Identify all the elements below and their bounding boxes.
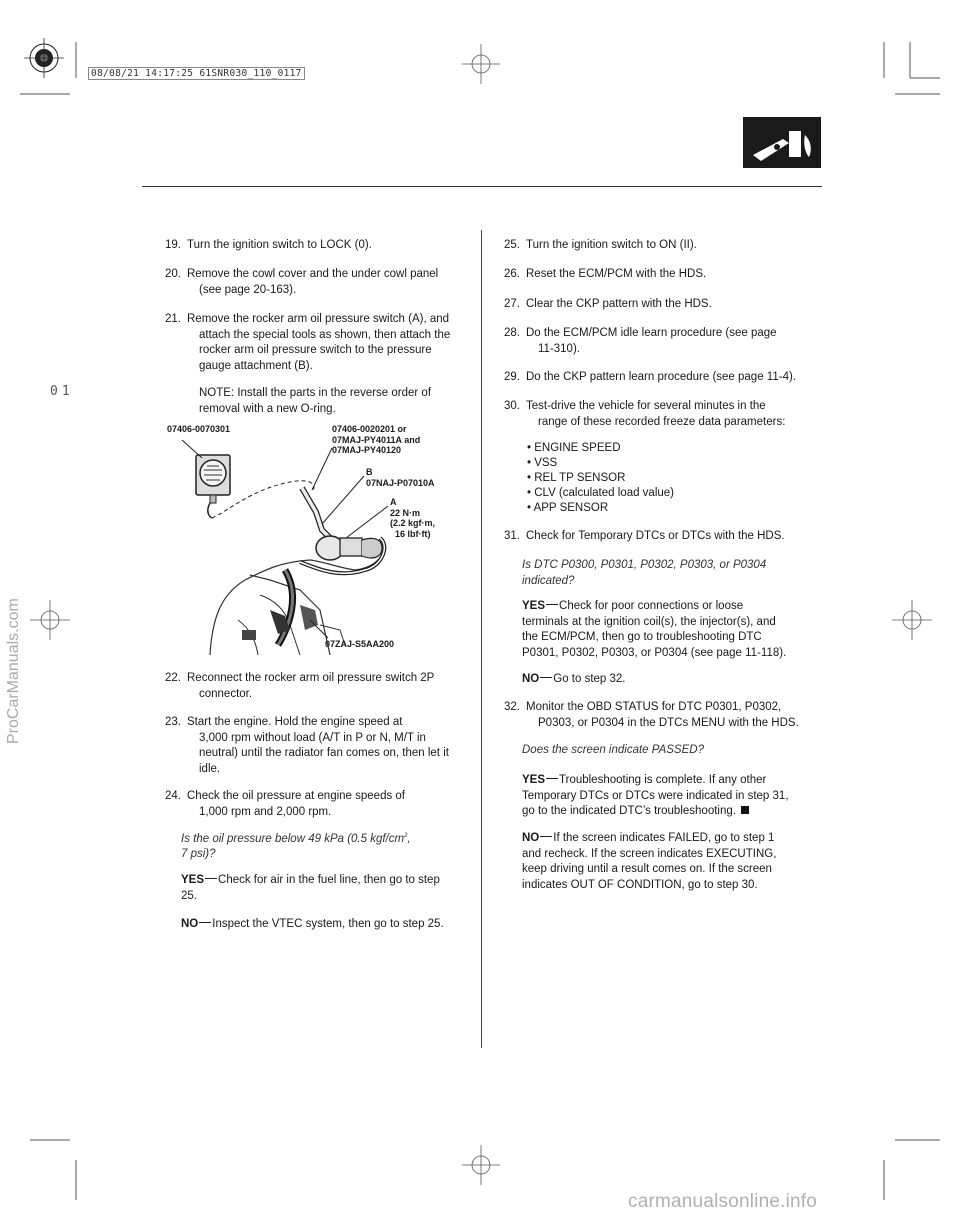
callout-a: A 22 N·m (2.2 kgf·m, 16 lbf·ft) <box>390 497 436 539</box>
list-item: • CLV (calculated load value) <box>527 487 675 499</box>
freeze-data-list <box>527 441 674 516</box>
callout-b: B 07NAJ-P07010A <box>366 467 435 488</box>
header-rule <box>142 186 822 187</box>
margin-mark: 01 <box>50 384 74 399</box>
answer-no-oil: NO Inspect the VTEC system, then go to step 25. <box>181 918 444 930</box>
answer-yes-passed: YES Troubleshooting is complete. If any other Temporary DTCs or DTCs were indicated in step 31, go to the indicated DTC’s troubleshooting. <box>522 774 789 817</box>
watermark-carmanualsonline: carmanualsonline.info <box>628 1191 818 1212</box>
answer-no-passed: NO If the screen indicates FAILED, go to step 1 and recheck. If the screen indicates EXECUTING, keep driving until a result comes on. If the screen indicates OUT OF CONDITION, go to step 30. <box>522 832 777 891</box>
note: NOTE: Install the parts in the reverse order of removal with a new O-ring. <box>199 387 432 415</box>
answer-yes-oil: YES Check for air in the fuel line, then go to step 25. <box>181 874 440 902</box>
figure-oil-pressure-setup <box>150 420 470 655</box>
list-item: • ENGINE SPEED <box>527 442 621 454</box>
question-dtc-indicated: Is DTC P0300, P0301, P0302, P0303, or P0304 indicated? <box>522 559 767 587</box>
answer-no-dtc: NO Go to step 32. <box>522 673 626 685</box>
question-oil-pressure: Is the oil pressure below 49 kPa (0.5 kgf/$cm^2$, 7 psi)? <box>181 832 411 861</box>
list-item: • VSS <box>527 457 558 469</box>
end-square-icon <box>741 806 749 814</box>
column-divider <box>481 230 482 1048</box>
section-badge <box>743 117 821 168</box>
callout-gauge: 07406-0070301 <box>167 424 231 434</box>
answer-yes-dtc: YES Check for poor connections or loose terminals at the ignition coil(s), the injector(s), and the ECM/PCM, then go to troubleshooting DTC P0301, P0302, P0303, or P0304 (see page 11-118). <box>522 600 787 659</box>
fuel-pump-icon <box>743 117 821 168</box>
question-passed: Does the screen indicate PASSED? <box>522 744 704 756</box>
pressure-gauge-icon <box>196 455 230 518</box>
list-item: • REL TP SENSOR <box>527 472 626 484</box>
watermark-procarmanuals: ProCarManuals.com <box>5 598 22 744</box>
list-item: • APP SENSOR <box>527 502 609 514</box>
callout-bottom: 07ZAJ-S5AA200 <box>325 639 395 649</box>
print-stamp: 08/08/21 14:17:25 61SNR030_110_0117 <box>88 67 305 80</box>
callout-hose: 07406-0020201 or 07MAJ-PY4011A and 07MAJ-PY40120 <box>332 424 421 455</box>
registration-target-icon <box>24 38 64 78</box>
